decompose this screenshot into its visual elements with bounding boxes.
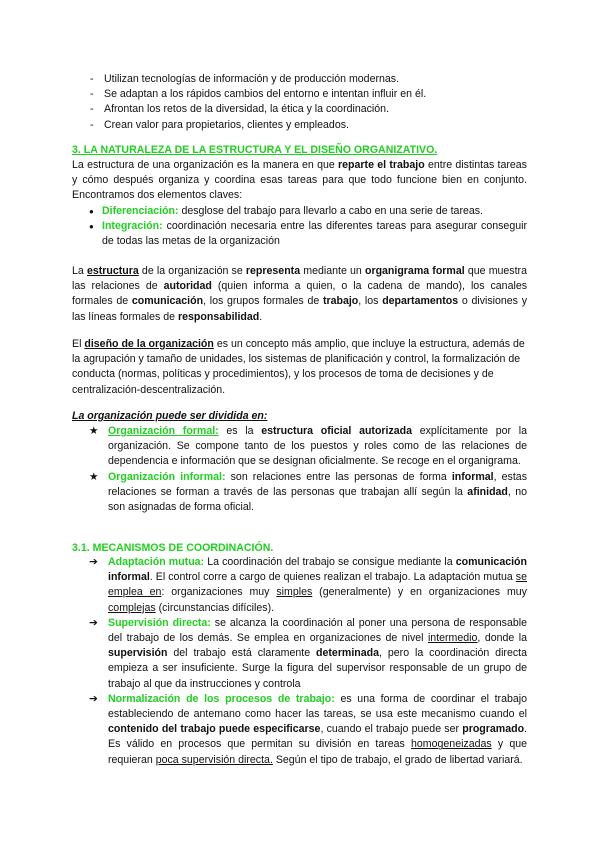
list-item: ★ Organización formal: es la estructura oficial autorizada explícitamente por la organización. Se compone tanto de los puestos y roles como de las relaciones de dependencia e información que se designan oficialmente. Se recoge en el organigrama. [89,425,527,468]
intro-list [72,72,527,133]
list-item: - Afrontan los retos de la diversidad, la ética y la coordinación. [90,103,390,116]
section-3-1-heading: 3.1. MECANISMOS DE COORDINACIÓN. [72,542,274,554]
mechanisms-list [72,555,527,768]
list-item: - Utilizan tecnologías de información y de producción modernas. [90,73,400,85]
section-3-heading: 3. LA NATURALEZA DE LA ESTRUCTURA Y EL DISEÑO ORGANIZATIVO. [72,144,438,156]
list-item: - Crean valor para propietarios, clientes y empleados. [90,118,349,131]
list-item: ➔ Normalización de los procesos de trabajo: es una forma de coordinar el trabajo estableciendo de antemano como hacer las tareas, se usa este mecanismo cuando el contenido del trabajo puede especificarse, cuando el trabajo puede ser programado. Es válido en procesos que permitan su división en tareas homogeneizadas y que requieran poca supervisión directa. Según el tipo de trabajo, el grado de libertad variará. [89,692,528,766]
paragraph-design: El diseño de la organización es un concepto más amplio, que incluye la estructura, además de la agrupación y tamaño de unidades, los sistemas de planificación y control, la formalización de conducta (normas, políticas y procedimientos), y los procesos de toma de decisiones y de centralización-descentralización. [72,338,525,396]
list-item: - Se adaptan a los rápidos cambios del entorno e intentan influir en él. [90,88,427,101]
key-elements-list [72,204,527,250]
list-item: ● Integración: coordinación necesaria entre las diferentes tareas para asegurar conseguir de todas las metas de la organización [89,220,527,248]
paragraph-representation: La estructura de la organización se representa mediante un organigrama formal que muestra las relaciones de autoridad (quien informa a quien, o la cadena de mando), los canales formales de comunicación, los grupos formales de trabajo, los departamentos o divisiones y las líneas formales de responsabilidad. [72,265,528,323]
division-title: La organización puede ser dividida en: [72,410,268,422]
list-item: ➔ Supervisión directa: se alcanza la coordinación al poner una persona de responsable del trabajo de los demás. Se emplea en organizaciones de nivel intermedio, donde la supervisión del trabajo está claramente determinada, pero la coordinación directa empieza a ser insuficiente. Surge la figura del supervisor responsable de un grupo de trabajo al que da instrucciones y controla [89,616,527,690]
list-item: ➔ Adaptación mutua: La coordinación del trabajo se consigue mediante la comunicación informal. El control corre a cargo de quienes realizan el trabajo. La adaptación mutua se emplea en: organizaciones muy simples (generalmente) y en organizaciones muy complejas (circunstancias difíciles). [89,556,527,614]
list-item: ★ Organización informal: son relaciones entre las personas de forma informal, estas relaciones se forman a través de las personas que trabajan allí según la afinidad, no son asignadas de forma oficial. [89,470,528,514]
divisions-list [72,424,527,515]
paragraph-structure: La estructura de una organización es la manera en que reparte el trabajo entre distintas tareas y cómo después organiza y coordina esas tareas para que todo funcione bien en conjunto. Encontramos dos elementos claves: [72,159,527,202]
list-item: ● Diferenciación: desglose del trabajo para llevarlo a cabo en una serie de tareas. [89,205,484,217]
